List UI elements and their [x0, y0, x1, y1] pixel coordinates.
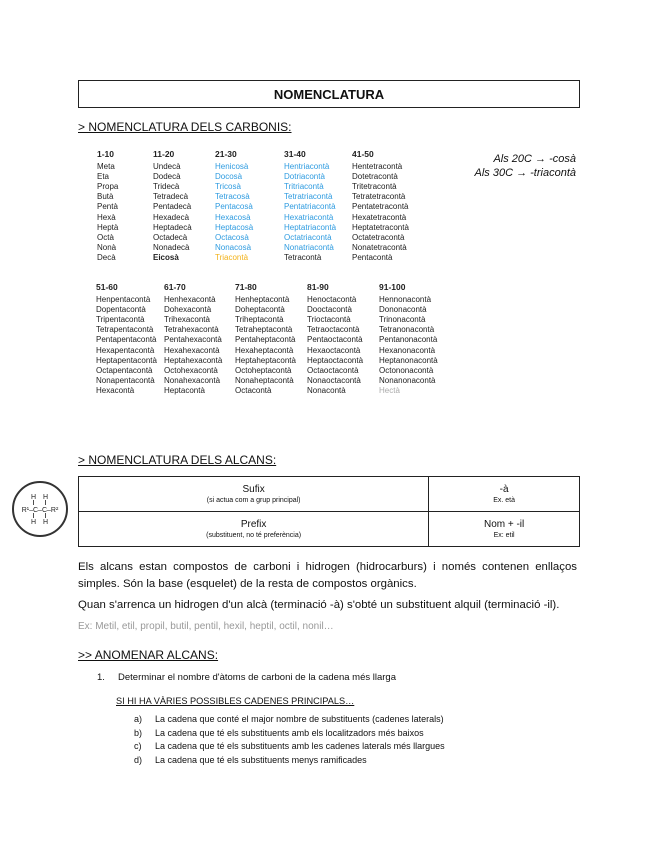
list-item: Tritriacontà [284, 182, 324, 192]
list-item: Dononacontà [379, 305, 427, 315]
column-11-20 [153, 149, 192, 263]
list-letter: a) [134, 714, 143, 724]
list-item: Nonà [97, 242, 117, 252]
list-item: Tritetracontà [352, 182, 397, 192]
carbon-names-table-bottom [96, 282, 456, 397]
svg-text:H: H [31, 494, 37, 501]
list-item: Trioctacontà [307, 315, 351, 325]
list-item: Pentacontà [352, 252, 393, 262]
list-item: Meta [97, 162, 115, 172]
list-item: Triacontà [215, 252, 249, 262]
list-item: Dotetracontà [352, 172, 398, 182]
column-header: 1-10 [97, 149, 115, 159]
list-item: Nonatriacontà [284, 242, 334, 252]
list-item: Tridecà [153, 182, 180, 192]
list-item: Tetraoctacontà [307, 325, 360, 335]
naming-step-1: Determinar el nombre d'àtoms de carboni de la cadena més llarga [118, 672, 396, 683]
list-item: Hentriacontà [284, 162, 330, 172]
alkyl-description: Quan s'arrenca un hidrogen d'un alcà (terminació -à) s'obté un substituent alquil (terminació -il). [78, 599, 560, 611]
alkyl-examples: Ex: Metil, etil, propil, butil, pentil, hexil, heptil, octil, nonil… [78, 621, 334, 632]
list-item: Doheptacontà [235, 305, 285, 315]
list-item: Trinonacontà [379, 315, 426, 325]
sub-list [134, 713, 445, 767]
list-item: Pentapentacontà [96, 335, 157, 345]
list-item: Tripentacontà [96, 315, 145, 325]
list-item: Hexahexacontà [164, 345, 220, 355]
prefix-note: (substituent, no té preferència) [206, 532, 302, 539]
column-61-70 [164, 282, 222, 396]
list-item [134, 740, 445, 754]
list-item: Nonacontà [307, 385, 346, 395]
list-item: Pentatetracontà [352, 202, 409, 212]
list-item: Heptaheptacontà [235, 355, 296, 365]
sufix-value: -à [499, 484, 509, 495]
list-item: Pentadecà [153, 202, 192, 212]
list-item: Nonanonacontà [379, 375, 436, 385]
list-item [134, 727, 445, 741]
section-heading-naming: >> ANOMENAR ALCANS: [78, 648, 219, 662]
list-item: Tetracontà [284, 252, 322, 262]
list-item: Hexà [97, 212, 116, 222]
list-item: Pentatriacontà [284, 202, 336, 212]
list-item: Henpentacontà [96, 295, 151, 305]
list-item: Heptatriacontà [284, 222, 337, 232]
column-21-30 [215, 149, 253, 263]
column-header: 61-70 [164, 282, 186, 292]
list-item: Henheptacontà [235, 295, 290, 305]
list-item: Octà [97, 232, 114, 242]
list-item: Eta [97, 172, 110, 182]
list-item: Tetradecà [153, 192, 189, 202]
svg-text:H: H [43, 519, 49, 526]
list-text: La cadena que té els substituents amb les cadenes laterals més llargues [155, 741, 445, 751]
list-item: Dopentacontà [96, 305, 146, 315]
list-item: Hexacosà [215, 212, 251, 222]
alkane-structure-icon [12, 481, 68, 537]
list-letter: c) [134, 741, 142, 751]
list-item: Nonaheptacontà [235, 375, 294, 385]
list-item: Hexaoctacontà [307, 345, 361, 355]
list-item: Dooctacontà [307, 305, 352, 315]
page-title: NOMENCLATURA [78, 80, 580, 108]
list-item [134, 754, 445, 768]
svg-text:H: H [31, 519, 37, 526]
list-item: Heptacosà [215, 222, 254, 232]
list-item: Butà [97, 192, 114, 202]
list-item: Octononacontà [379, 365, 434, 375]
side-note [440, 152, 576, 180]
list-item: Nonaoctacontà [307, 375, 361, 385]
svg-text:H: H [43, 494, 49, 501]
prefix-value: Nom + -il [483, 519, 525, 530]
structure-label: R¹–C–C–R² [21, 507, 59, 514]
list-item: Hexapentacontà [96, 345, 155, 355]
list-letter: d) [134, 754, 143, 765]
section-heading-alkanes: > NOMENCLATURA DELS ALCANS: [78, 453, 277, 467]
column-71-80 [235, 282, 296, 396]
list-item: Trihexacontà [164, 315, 210, 325]
list-item: Tetrapentacontà [96, 325, 154, 335]
list-item: Tetraheptacontà [235, 325, 293, 335]
list-item: Eicosà [153, 252, 179, 262]
list-item: Docosà [215, 172, 243, 182]
list-item: Nonacosà [215, 242, 252, 252]
column-header: 91-100 [379, 282, 406, 292]
side-note-30c: Als 30C → -triacontà [474, 167, 576, 179]
list-item: Octacosà [215, 232, 249, 242]
list-item: Nonahexacontà [164, 375, 221, 385]
column-header: 21-30 [215, 149, 237, 159]
list-item: Octadecà [153, 232, 188, 242]
list-item: Hectà [379, 385, 400, 395]
list-item: Octatetracontà [352, 232, 405, 242]
list-item: Henoctacontà [307, 295, 357, 305]
table-row [79, 477, 580, 512]
list-item: Tetranonacontà [379, 325, 435, 335]
list-text: La cadena que té els substituents menys ramificades [155, 754, 367, 765]
list-item: Tetracosà [215, 192, 250, 202]
list-item: Hexatriacontà [284, 212, 334, 222]
list-item: Tetratetracontà [352, 192, 406, 202]
list-item: Dotriacontà [284, 172, 325, 182]
list-item: Decà [97, 252, 116, 262]
list-item: Henhexacontà [164, 295, 216, 305]
column-31-40 [284, 149, 336, 263]
list-item [134, 713, 445, 727]
list-item: Hexacontà [96, 385, 135, 395]
list-item: Heptapentacontà [96, 355, 157, 365]
column-header: 81-90 [307, 282, 329, 292]
sufix-label: Sufix [242, 484, 265, 495]
list-item: Pentaoctacontà [307, 335, 363, 345]
alkanes-description: Els alcans estan compostos de carboni i hidrogen (hidrocarburs) i només contenen enllaços simples. Són la base (esquelet) de la resta de compostos orgànics. [78, 561, 577, 590]
list-text: La cadena que té els substituents amb els localitzadors més baixos [155, 727, 424, 738]
column-51-60 [96, 282, 157, 396]
list-text: La cadena que conté el major nombre de substituents (cadenes laterals) [155, 714, 444, 724]
list-item: Pentà [97, 202, 118, 212]
list-item: Hexatetracontà [352, 212, 407, 222]
list-item: Octapentacontà [96, 365, 153, 375]
column-header: 31-40 [284, 149, 306, 159]
subheading-principal-chains: SI HI HA VÀRIES POSSIBLES CADENES PRINCIPALS… [116, 696, 355, 706]
list-item: Heptahexacontà [164, 355, 223, 365]
prefix-cell [79, 512, 429, 547]
list-item: Undecà [153, 162, 181, 172]
sufix-cell [79, 477, 429, 512]
column-header: 11-20 [153, 149, 175, 159]
list-item: Triheptacontà [235, 315, 284, 325]
list-item: Pentaheptacontà [235, 335, 296, 345]
list-item-number: 1. [97, 672, 105, 683]
list-item: Octohexacontà [164, 365, 218, 375]
list-item: Nonatetracontà [352, 242, 407, 252]
table-row [79, 512, 580, 547]
side-note-20c: Als 20C → -cosà [493, 153, 576, 165]
list-item: Propa [97, 182, 119, 192]
column-header: 51-60 [96, 282, 118, 292]
sufix-example: Ex. età [493, 497, 516, 504]
list-item: Heptatetracontà [352, 222, 409, 232]
list-item: Nonapentacontà [96, 375, 155, 385]
list-item: Heptaoctacontà [307, 355, 364, 365]
list-item: Heptà [97, 222, 119, 232]
column-41-50 [352, 149, 409, 263]
list-item: Pentahexacontà [164, 335, 222, 345]
list-item: Heptacontà [164, 385, 205, 395]
prefix-example: Ex: etil [493, 532, 515, 539]
list-item: Pentacosà [215, 202, 253, 212]
column-81-90 [307, 282, 363, 396]
carbon-names-table-top [97, 149, 457, 269]
list-item: Henicosà [215, 162, 249, 172]
list-item: Pentanonacontà [379, 335, 438, 345]
list-item: Dodecà [153, 172, 181, 182]
list-item: Dohexacontà [164, 305, 212, 315]
column-header: 41-50 [352, 149, 374, 159]
sufix-value-cell [429, 477, 580, 512]
prefix-value-cell [429, 512, 580, 547]
sufix-note: (si actua com a grup principal) [206, 497, 301, 504]
column-1-10 [97, 149, 118, 263]
list-item: Heptadecà [153, 222, 192, 232]
list-item: Hexaheptacontà [235, 345, 294, 355]
list-item: Tricosà [215, 182, 241, 192]
section-heading-carbons: > NOMENCLATURA DELS CARBONIS: [78, 120, 292, 134]
list-item: Octatriacontà [284, 232, 332, 242]
list-item: Hexadecà [153, 212, 190, 222]
list-item: Octaoctacontà [307, 365, 359, 375]
alkane-affix-table [78, 476, 580, 547]
prefix-label: Prefix [240, 519, 267, 530]
list-item: Heptanonacontà [379, 355, 438, 365]
list-item: Hentetracontà [352, 162, 403, 172]
list-letter: b) [134, 727, 143, 738]
list-item: Nonadecà [153, 242, 190, 252]
list-item: Hennonacontà [379, 295, 432, 305]
column-header: 71-80 [235, 282, 257, 292]
list-item: Tetratriacontà [284, 192, 333, 202]
list-item: Tetrahexacontà [164, 325, 219, 335]
list-item: Octacontà [235, 385, 272, 395]
list-item: Hexanonacontà [379, 345, 436, 355]
column-91-100 [379, 282, 438, 396]
list-item: Octoheptacontà [235, 365, 292, 375]
